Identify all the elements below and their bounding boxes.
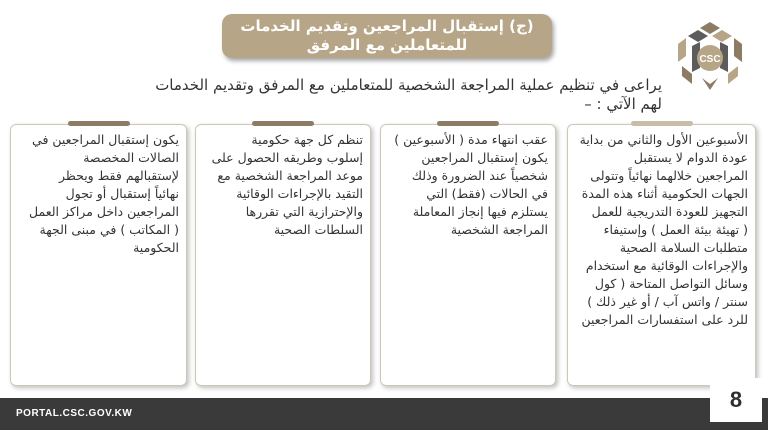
card-1-line: عودة الدوام لا يستقبل: [633, 150, 748, 165]
card-1: [567, 124, 756, 386]
title-line-1: (ج) إستقبال المراجعين وتقديم الخدمات: [240, 17, 534, 35]
card-4-line: المراجعين داخل مراكز العمل: [29, 204, 179, 219]
csc-logo-icon: [672, 18, 748, 94]
card-3-line: موعد المراجعة الشخصية مع: [217, 168, 363, 183]
slide-title: [222, 14, 552, 58]
card-2-accent-bar: [437, 121, 499, 126]
card-1-line: الأسبوعين الأول والثاني من بداية: [579, 132, 748, 147]
card-2-line: المراجعة الشخصية: [450, 222, 548, 237]
card-1-line: سنتر / واتس آب / أو غير ذلك ): [587, 294, 748, 309]
intro-line-2: لهم الآتي : –: [584, 95, 662, 113]
card-2: [380, 124, 556, 386]
card-1-accent-bar: [631, 121, 693, 126]
card-1-line: التجهيز للعودة التدريجية للعمل: [591, 204, 748, 219]
card-3-accent-bar: [252, 121, 314, 126]
card-4-line: الحكومية: [133, 240, 179, 255]
card-3-line: والإحترازية التي تقررها: [245, 204, 363, 219]
page-number-box: [710, 378, 762, 422]
card-3: [195, 124, 371, 386]
card-2-line: يكون إستقبال المراجعين: [421, 150, 548, 165]
card-4-line: نهائياً إستقبال أو تجول: [65, 186, 179, 201]
page-number: 8: [729, 387, 743, 412]
card-2-line: عقب انتهاء مدة ( الأسبوعين ): [394, 132, 548, 147]
card-2-line: يستلزم فيها إنجاز المعاملة: [412, 204, 548, 219]
card-3-line: السلطات الصحية: [273, 222, 363, 237]
card-1-line: وسائل التواصل المتاحة ( كول: [594, 276, 748, 291]
title-line-2: للمتعاملين مع المرفق: [306, 36, 468, 54]
card-4-line: لإستقبالهم فقط ويحظر: [58, 168, 179, 183]
card-1-line: للرد على استفسارات المراجعين: [581, 312, 748, 327]
card-4-line: يكون إستقبال المراجعين في: [32, 132, 179, 147]
card-4-line: الصالات المخصصة: [83, 150, 179, 165]
portal-link[interactable]: PORTAL.CSC.GOV.KW: [16, 408, 133, 419]
card-4-accent-bar: [68, 121, 130, 126]
logo-text: CSC: [699, 54, 721, 65]
card-3-line: إسلوب وطريقه الحصول على: [211, 150, 363, 165]
card-2-line: شخصياً عند الضرورة وذلك: [411, 168, 548, 183]
card-3-line: التقيد بالإجراءات الوقائية: [236, 186, 363, 201]
card-1-line: المراجعين خلالهما نهائياً وتتولى: [590, 168, 748, 183]
card-1-line: ( تهيئة بيئة العمل ) وإستيفاء: [603, 222, 748, 237]
card-4-line: ( المكاتب ) في مبنى الجهة: [39, 222, 179, 237]
card-1-line: متطلبات السلامة الصحية: [619, 240, 748, 255]
card-2-line: في الحالات (فقط) التي: [426, 186, 548, 201]
intro-paragraph: [62, 76, 662, 114]
card-1-line: والإجراءات الوقائية مع استخدام: [585, 258, 748, 273]
card-4: [10, 124, 187, 386]
card-1-line: الجهات الحكومية أثناء هذه المدة: [581, 186, 748, 201]
card-3-line: تنظم كل جهة حكومية: [251, 132, 363, 147]
intro-line-1: يراعى في تنظيم عملية المراجعة الشخصية للمتعاملين مع المرفق وتقديم الخدمات: [155, 76, 662, 94]
footer-bar: [0, 398, 768, 430]
